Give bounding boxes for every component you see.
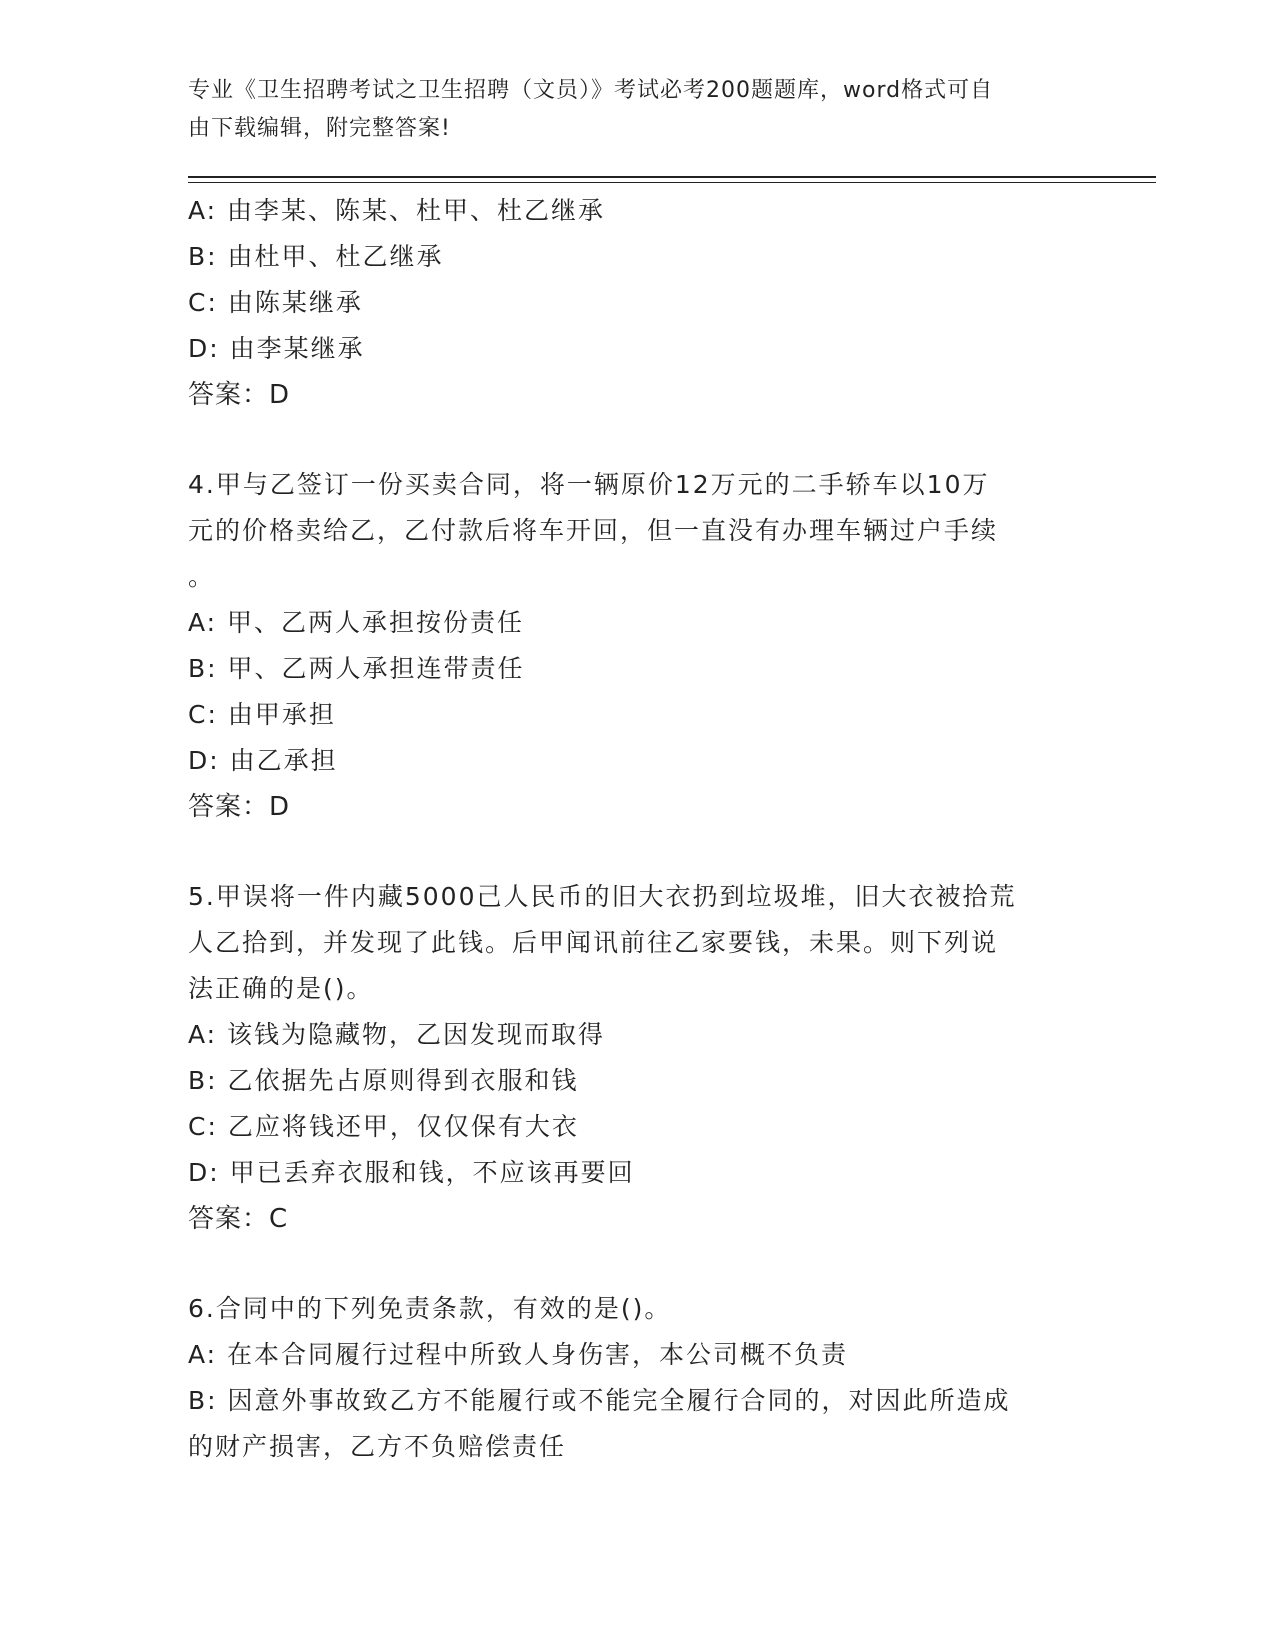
q6-option-b-line-1: B: 因意外事故致乙方不能履行或不能完全履行合同的，对因此所造成 — [188, 1386, 1011, 1415]
header-divider-thick — [188, 176, 1156, 178]
q4-stem-line-3: 。 — [188, 562, 216, 591]
q5-answer: 答案：C — [188, 1204, 289, 1234]
spacer — [188, 418, 1088, 462]
q5-stem-line-2: 人乙拾到，并发现了此钱。后甲闻讯前往乙家要钱，未果。则下列说 — [188, 928, 999, 957]
q5-stem-line-1: 5.甲误将一件内藏5000己人民币的旧大衣扔到垃圾堆，旧大衣被拾荒 — [188, 882, 1017, 911]
q5-option-a: A: 该钱为隐藏物，乙因发现而取得 — [188, 1020, 606, 1049]
q4-stem-line-2: 元的价格卖给乙，乙付款后将车开回，但一直没有办理车辆过户手续 — [188, 516, 999, 545]
q3-option-b: B: 由杜甲、杜乙继承 — [188, 242, 444, 271]
question-5-block — [188, 874, 1088, 1242]
q6-option-a: A: 在本合同履行过程中所致人身伤害，本公司概不负责 — [188, 1340, 849, 1369]
q3-option-d: D: 由李某继承 — [188, 334, 365, 363]
q5-option-c: C: 乙应将钱还甲，仅仅保有大衣 — [188, 1112, 579, 1141]
q3-option-a: A: 由李某、陈某、杜甲、杜乙继承 — [188, 196, 606, 225]
q4-option-c: C: 由甲承担 — [188, 700, 336, 729]
q5-stem-line-3: 法正确的是()。 — [188, 974, 374, 1003]
q4-option-a: A: 甲、乙两人承担按份责任 — [188, 608, 525, 637]
q4-option-b: B: 甲、乙两人承担连带责任 — [188, 654, 525, 683]
q6-stem-line-1: 6.合同中的下列免责条款，有效的是()。 — [188, 1294, 672, 1323]
question-4-block — [188, 462, 1088, 830]
header-divider-thin — [188, 182, 1156, 183]
question-list — [188, 188, 1088, 1470]
spacer — [188, 830, 1088, 874]
question-6-block — [188, 1286, 1088, 1470]
q4-option-d: D: 由乙承担 — [188, 746, 338, 775]
header-line-2: 由下载编辑，附完整答案! — [188, 116, 451, 141]
spacer — [188, 1242, 1088, 1286]
q3-answer: 答案：D — [188, 380, 291, 410]
q3-option-c: C: 由陈某继承 — [188, 288, 363, 317]
q5-option-b: B: 乙依据先占原则得到衣服和钱 — [188, 1066, 579, 1095]
q5-option-d: D: 甲已丢弃衣服和钱，不应该再要回 — [188, 1158, 635, 1187]
q6-option-b-line-2: 的财产损害，乙方不负赔偿责任 — [188, 1432, 567, 1461]
question-3-block — [188, 188, 1088, 418]
header-line-1: 专业《卫生招聘考试之卫生招聘（文员）》考试必考200题题库，word格式可自 — [188, 78, 994, 103]
q4-answer: 答案：D — [188, 792, 291, 822]
q4-stem-line-1: 4.甲与乙签订一份买卖合同，将一辆原价12万元的二手轿车以10万 — [188, 470, 990, 499]
document-header — [188, 72, 1068, 148]
